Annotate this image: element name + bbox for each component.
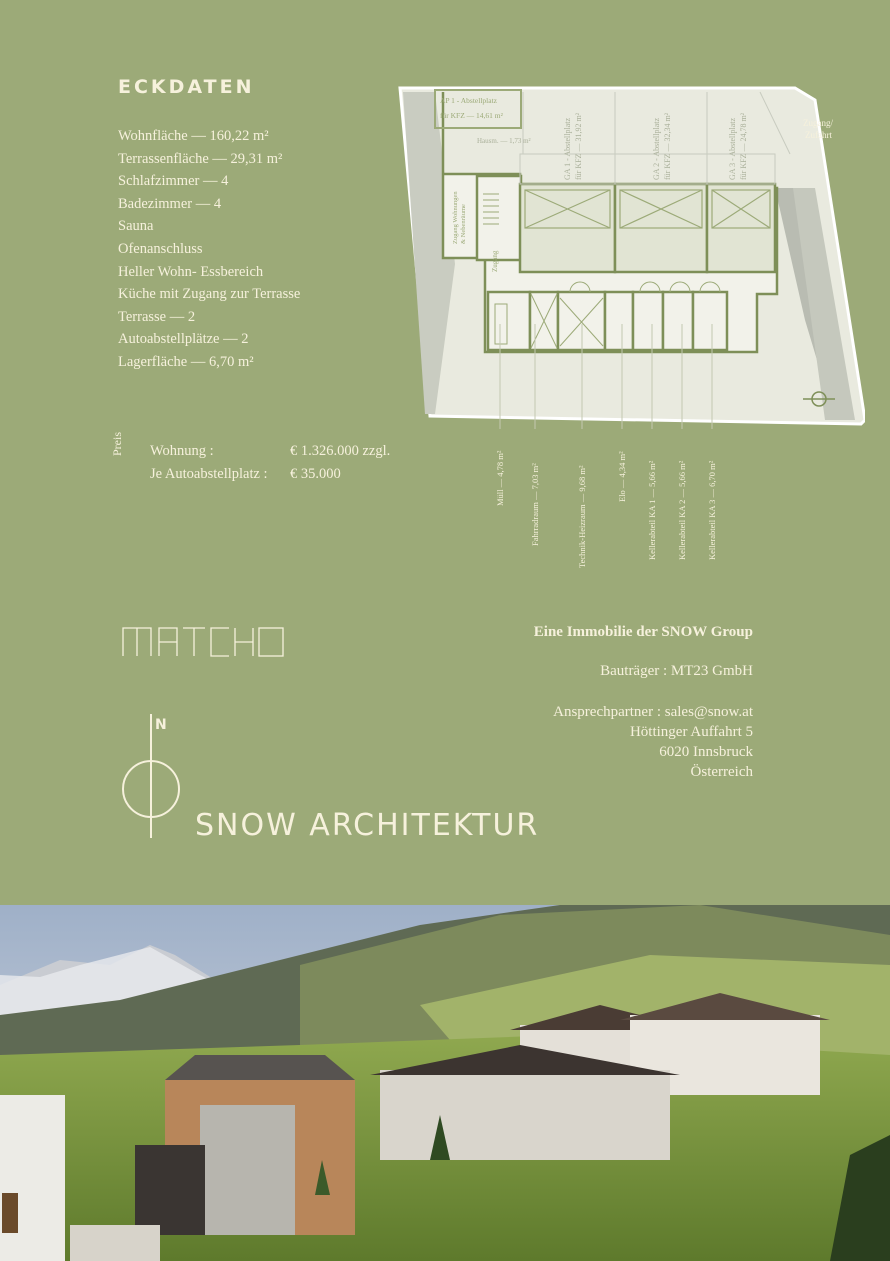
address [534, 702, 753, 782]
plan-label: Zugang Wohnungen [452, 191, 459, 244]
plan-label: für KFZ — 24,78 m² [739, 112, 748, 180]
contact-block [534, 624, 753, 782]
plan-label: Zugang [491, 250, 499, 272]
north-logo-icon [120, 712, 184, 842]
address-street: Höttinger Auffahrt 5 [629, 724, 753, 740]
fact-item: Schlafzimmer — 4 [118, 173, 229, 190]
price-value: € 1.326.000 zzgl. [290, 443, 391, 459]
room-label: Fahrradraum — 7,03 m² [530, 463, 540, 546]
price-value: € 35.000 [290, 466, 341, 482]
room-label: Kellerabteil KA 1 — 5,66 m² [647, 460, 657, 560]
plan-label: für KFZ — 32,34 m² [663, 112, 672, 180]
price-label: Preis [110, 432, 124, 456]
fact-item: Wohnfläche — 160,22 m² [118, 128, 269, 144]
fact-item: Terrasse — 2 [118, 308, 196, 325]
fact-item: Sauna [118, 218, 154, 235]
contact-headline: Eine Immobilie der SNOW Group [533, 624, 753, 640]
fact-item: Ofenanschluss [118, 240, 203, 257]
plan-label: & Nebenräume [460, 204, 467, 244]
fact-item: Badezimmer — 4 [118, 195, 222, 212]
address-country: Österreich [690, 764, 753, 780]
fact-item: Heller Wohn- Essbereich [118, 263, 264, 280]
price-key: Je Autoabstellplatz : [150, 466, 268, 482]
price-key: Wohnung : [150, 443, 214, 459]
north-label: N [155, 717, 167, 733]
plan-label: für KFZ — 31,92 m² [574, 112, 583, 180]
landscape-photo [0, 905, 890, 1261]
plan-label: GA 3 - Abstellplatz [728, 118, 737, 180]
plan-label: GA 1 - Abstellplatz [563, 118, 572, 180]
plan-label: für KFZ — 14,61 m² [440, 111, 503, 120]
room-label: Müll — 4,78 m² [495, 450, 505, 506]
room-label: Technik-Heizraum — 9,68 m² [577, 465, 587, 568]
plan-label: AP 1 - Abstellplatz [440, 96, 498, 105]
plan-label: GA 2 - Abstellplatz [652, 118, 661, 180]
facts-list [118, 125, 300, 374]
address-city: 6020 Innsbruck [659, 744, 753, 760]
fact-item: Küche mit Zugang zur Terrasse [118, 286, 301, 303]
project-logo [121, 627, 285, 657]
fact-item: Lagerfläche — 6,70 m² [118, 353, 254, 370]
plan-label: Hausm. — 1,73 m² [477, 137, 531, 145]
floor-plan [395, 84, 865, 584]
room-label: Kellerabteil KA 3 — 6,70 m² [707, 460, 717, 560]
room-label: Kellerabteil KA 2 — 5,66 m² [677, 460, 687, 560]
section-title: ECKDATEN [118, 76, 255, 98]
plan-label: Zufahrt [805, 130, 832, 140]
developer: Bauträger : MT23 GmbH [600, 663, 753, 679]
price-row-parking [150, 466, 341, 483]
fact-item: Terrassenfläche — 29,31 m² [118, 150, 283, 167]
fact-item: Autoabstellplätze — 2 [118, 331, 249, 348]
price-row-apartment [150, 443, 390, 460]
contact-email[interactable]: Ansprechpartner : sales@snow.at [553, 704, 753, 720]
architect-name: SNOW ARCHITEKTUR [195, 808, 540, 843]
plan-label: Zugang/ [803, 118, 833, 128]
room-label: Elo — 4,34 m² [617, 451, 627, 502]
